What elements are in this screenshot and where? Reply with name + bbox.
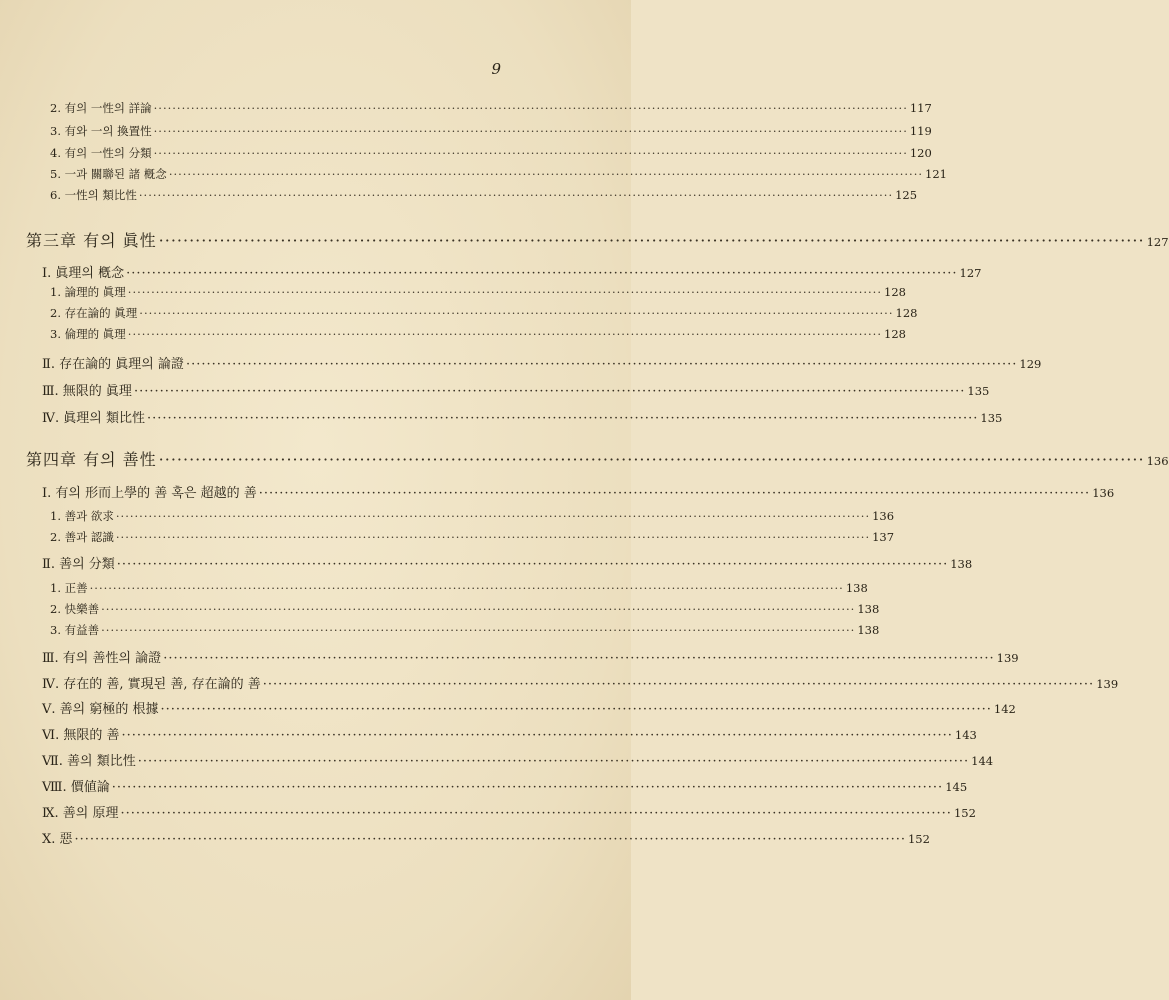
toc-entry [50, 123, 932, 139]
dot-leader: ·································································································································································· [74, 832, 906, 847]
toc-entry-label: 1. 正善 [50, 581, 88, 595]
dot-leader: ·································································································································································· [101, 602, 856, 616]
toc-entry-page: 128 [884, 285, 906, 299]
toc-entry [50, 100, 932, 116]
toc-entry-page: 119 [909, 124, 932, 138]
toc-section [42, 380, 990, 399]
dot-leader: ·································································································································································· [115, 530, 871, 544]
dot-leader: ·································································································································································· [127, 327, 882, 341]
dot-leader: ·································································································································································· [258, 486, 1091, 501]
toc-section [42, 647, 1019, 666]
toc-entry-label: 5. 一과 關聯된 諸 槪念 [50, 167, 167, 181]
toc-section [42, 482, 1115, 501]
dot-leader: ·································································································································································· [137, 754, 970, 769]
toc-entry-page: 128 [884, 327, 906, 341]
dot-leader: ·································································································································································· [262, 677, 1095, 692]
toc-section-label: Ⅷ. 價値論 [42, 780, 110, 795]
toc-section-label: Ⅱ. 存在論的 眞理의 論證 [42, 357, 184, 372]
toc-entry-page: 125 [895, 188, 918, 202]
toc-section [42, 750, 994, 769]
toc-section-label: Ⅵ. 無限的 善 [42, 728, 120, 743]
toc-section-page: 138 [950, 557, 973, 571]
toc-section-label: Ⅶ. 善의 類比性 [42, 754, 136, 769]
dot-leader: ·································································································································································· [126, 266, 958, 281]
toc-section-page: 152 [907, 832, 930, 846]
toc-section-page: 135 [967, 384, 990, 398]
toc-section [42, 828, 930, 847]
toc-entry [50, 622, 880, 638]
toc-entry-label: 1. 善과 欲求 [50, 509, 114, 523]
toc-entry-page: 120 [909, 146, 932, 160]
toc-entry-label: 2. 有의 一性의 詳論 [50, 101, 152, 115]
dot-leader: ·································································································································································· [89, 581, 844, 595]
toc-section-label: Ⅱ. 善의 分類 [42, 557, 115, 572]
dot-leader: ·································································································································································· [153, 146, 908, 160]
dot-leader: ·································································································································································· [158, 450, 1145, 469]
dot-leader: ·································································································································································· [146, 411, 979, 426]
dot-leader: ·································································································································································· [160, 702, 992, 717]
toc-entry-label: 1. 論理的 眞理 [50, 285, 126, 299]
toc-entry-page: 121 [925, 167, 947, 181]
dot-leader: ·································································································································································· [153, 124, 908, 138]
dot-leader: ·································································································································································· [115, 509, 871, 523]
toc-section-page: 144 [971, 754, 994, 768]
toc-entry-label: 2. 善과 認識 [50, 530, 114, 544]
dot-leader: ·································································································································································· [133, 384, 966, 399]
toc-section-label: Ⅳ. 存在的 善, 實現된 善, 存在論的 善 [42, 677, 261, 692]
toc-entry-label: 3. 有益善 [50, 623, 100, 637]
toc-section [42, 407, 1003, 426]
toc-entry [50, 305, 918, 321]
toc-entry-page: 137 [872, 530, 895, 544]
dot-leader: ·································································································································································· [139, 306, 894, 320]
toc-section-label: Ⅰ. 眞理의 槪念 [42, 266, 125, 281]
dot-leader: ·································································································································································· [120, 806, 952, 821]
toc-entry-label: 3. 有와 一의 換置性 [50, 124, 152, 138]
dot-leader: ·································································································································································· [116, 557, 949, 572]
toc-section-page: 127 [959, 266, 982, 280]
toc-section-page: 135 [980, 411, 1003, 425]
toc-entry-page: 138 [845, 581, 868, 595]
toc-section-page: 136 [1092, 486, 1115, 500]
toc-section-label: Ⅲ. 無限的 眞理 [42, 384, 132, 399]
toc-entry [50, 529, 895, 545]
dot-leader: ·································································································································································· [163, 651, 995, 666]
toc-section-label: Ⅹ. 惡 [42, 832, 73, 847]
toc-entry-page: 136 [872, 509, 895, 523]
toc-entry-label: 3. 倫理的 眞理 [50, 327, 126, 341]
toc-entry [50, 601, 880, 617]
page-number: 9 [491, 60, 501, 78]
toc-entry-label: 2. 快樂善 [50, 602, 100, 616]
dot-leader: ·································································································································································· [111, 780, 944, 795]
toc-section-page: 152 [953, 806, 976, 820]
toc-section-label: Ⅰ. 有의 形而上學的 善 혹은 超越的 善 [42, 486, 257, 501]
toc-entry [50, 326, 906, 342]
toc-section [42, 673, 1119, 692]
dot-leader: ·································································································································································· [127, 285, 882, 299]
toc-section [42, 262, 982, 281]
dot-leader: ·································································································································································· [153, 101, 908, 115]
toc-section [42, 724, 977, 743]
toc-entry-page: 138 [857, 602, 880, 616]
chapter-page: 127 [1146, 235, 1169, 249]
toc-section-page: 139 [1096, 677, 1119, 691]
dot-leader: ·································································································································································· [121, 728, 953, 743]
dot-leader: ·································································································································································· [138, 188, 894, 202]
dot-leader: ·································································································································································· [185, 357, 1018, 372]
toc-entry [50, 166, 947, 182]
toc-entry-label: 4. 有의 一性의 分類 [50, 146, 152, 160]
dot-leader: ·································································································································································· [158, 231, 1145, 250]
toc-section-label: Ⅴ. 善의 窮極的 根據 [42, 702, 159, 717]
toc-section-page: 129 [1019, 357, 1042, 371]
toc-entry-page: 138 [857, 623, 880, 637]
toc-section-page: 145 [945, 780, 968, 794]
chapter-heading [26, 447, 1169, 470]
toc-section [42, 698, 1016, 717]
toc-entry [50, 284, 906, 300]
toc-section [42, 802, 976, 821]
toc-section [42, 776, 968, 795]
chapter-heading [26, 228, 1169, 251]
toc-entry-label: 6. 一性의 類比性 [50, 188, 137, 202]
toc-entry-page: 117 [909, 101, 932, 115]
chapter-page: 136 [1146, 454, 1169, 468]
dot-leader: ·································································································································································· [101, 623, 856, 637]
toc-entry [50, 580, 868, 596]
chapter-title: 第四章 有의 善性 [26, 450, 157, 469]
dot-leader: ·································································································································································· [168, 167, 924, 181]
toc-section [42, 553, 973, 572]
toc-section-label: Ⅸ. 善의 原理 [42, 806, 119, 821]
chapter-title: 第三章 有의 眞性 [26, 231, 157, 250]
toc-entry-page: 128 [895, 306, 918, 320]
toc-entry [50, 508, 895, 524]
toc-section-label: Ⅳ. 眞理의 類比性 [42, 411, 145, 426]
toc-entry-label: 2. 存在論的 眞理 [50, 306, 138, 320]
toc-section [42, 353, 1042, 372]
toc-entry [50, 187, 918, 203]
toc-section-page: 143 [954, 728, 977, 742]
toc-section-page: 139 [996, 651, 1019, 665]
toc-entry [50, 145, 932, 161]
toc-section-page: 142 [993, 702, 1016, 716]
toc-section-label: Ⅲ. 有의 善性의 論證 [42, 651, 162, 666]
